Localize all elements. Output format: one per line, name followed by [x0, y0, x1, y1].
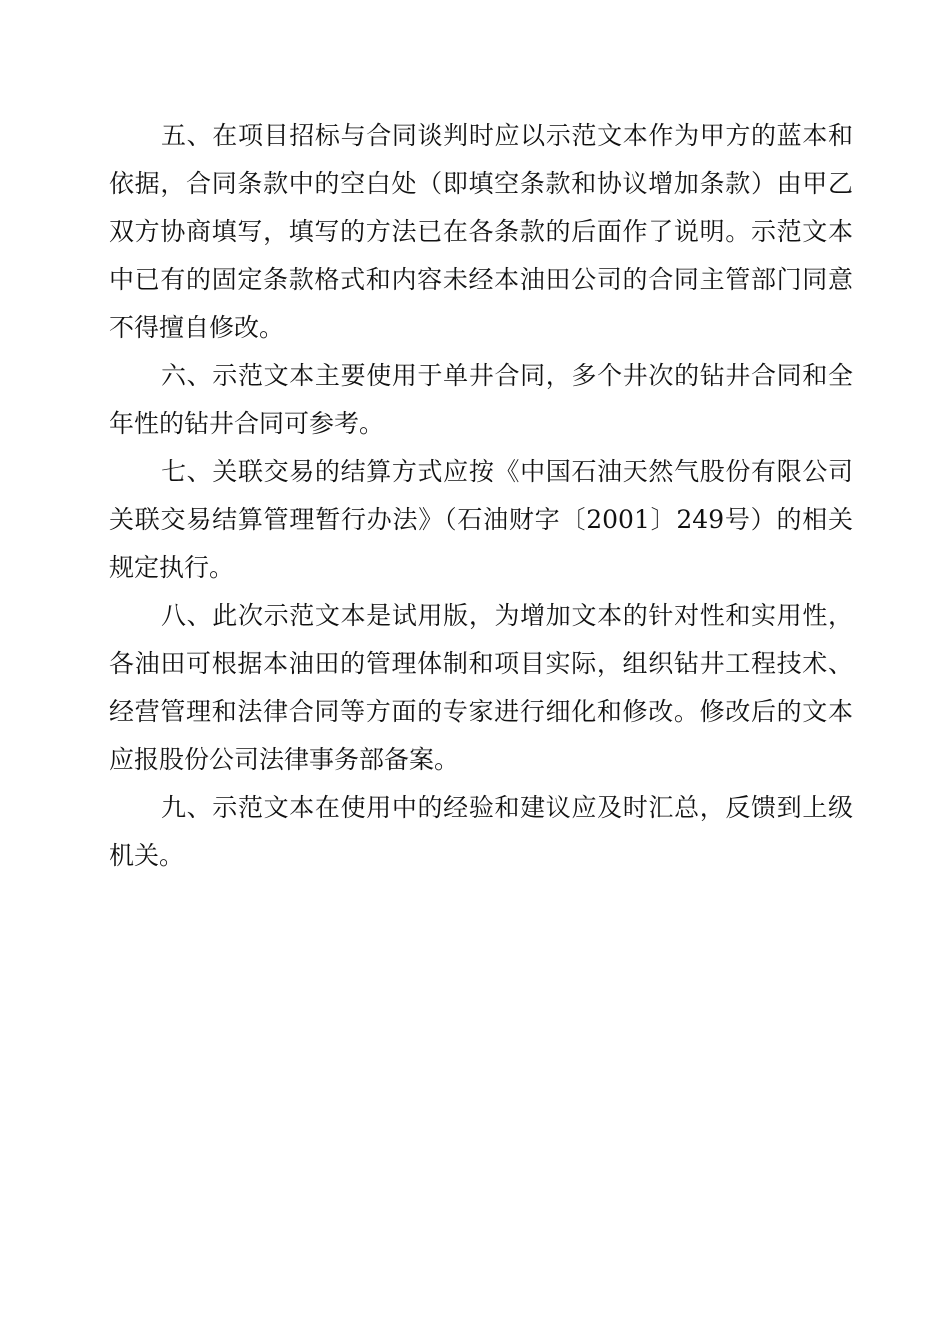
paragraph-line: 七、关联交易的结算方式应按《中国石油天然气股份有限公司	[161, 457, 853, 486]
paragraph-line: 经营管理和法律合同等方面的专家进行细化和修改。修改后的文本	[109, 697, 853, 726]
paragraph-line: 六、示范文本主要使用于单井合同，多个井次的钻井合同和全	[161, 361, 853, 390]
paragraph-9	[109, 784, 853, 880]
paragraph-6	[109, 352, 853, 448]
paragraph-line: 九、示范文本在使用中的经验和建议应及时汇总，反馈到上级	[161, 793, 853, 822]
paragraph-line: 规定执行。	[109, 553, 235, 582]
paragraph-line: 双方协商填写，填写的方法已在各条款的后面作了说明。示范文本	[109, 217, 853, 246]
paragraph-5	[109, 112, 853, 352]
paragraph-line: 八、此次示范文本是试用版，为增加文本的针对性和实用性，	[161, 601, 853, 630]
document-body	[109, 112, 853, 880]
paragraph-line: 不得擅自修改。	[109, 313, 285, 342]
paragraph-8	[109, 592, 853, 784]
paragraph-line: 五、在项目招标与合同谈判时应以示范文本作为甲方的蓝本和	[161, 121, 853, 150]
paragraph-line: 年性的钻井合同可参考。	[109, 409, 385, 438]
paragraph-line: 各油田可根据本油田的管理体制和项目实际，组织钻井工程技术、	[109, 649, 853, 678]
paragraph-line: 依据，合同条款中的空白处（即填空条款和协议增加条款）由甲乙	[109, 169, 853, 198]
paragraph-line: 关联交易结算管理暂行办法》（石油财字〔2001〕249号）的相关	[109, 505, 853, 534]
paragraph-line: 中已有的固定条款格式和内容未经本油田公司的合同主管部门同意	[109, 265, 853, 294]
paragraph-line: 机关。	[109, 841, 185, 870]
paragraph-line: 应报股份公司法律事务部备案。	[109, 745, 460, 774]
paragraph-7	[109, 448, 853, 592]
